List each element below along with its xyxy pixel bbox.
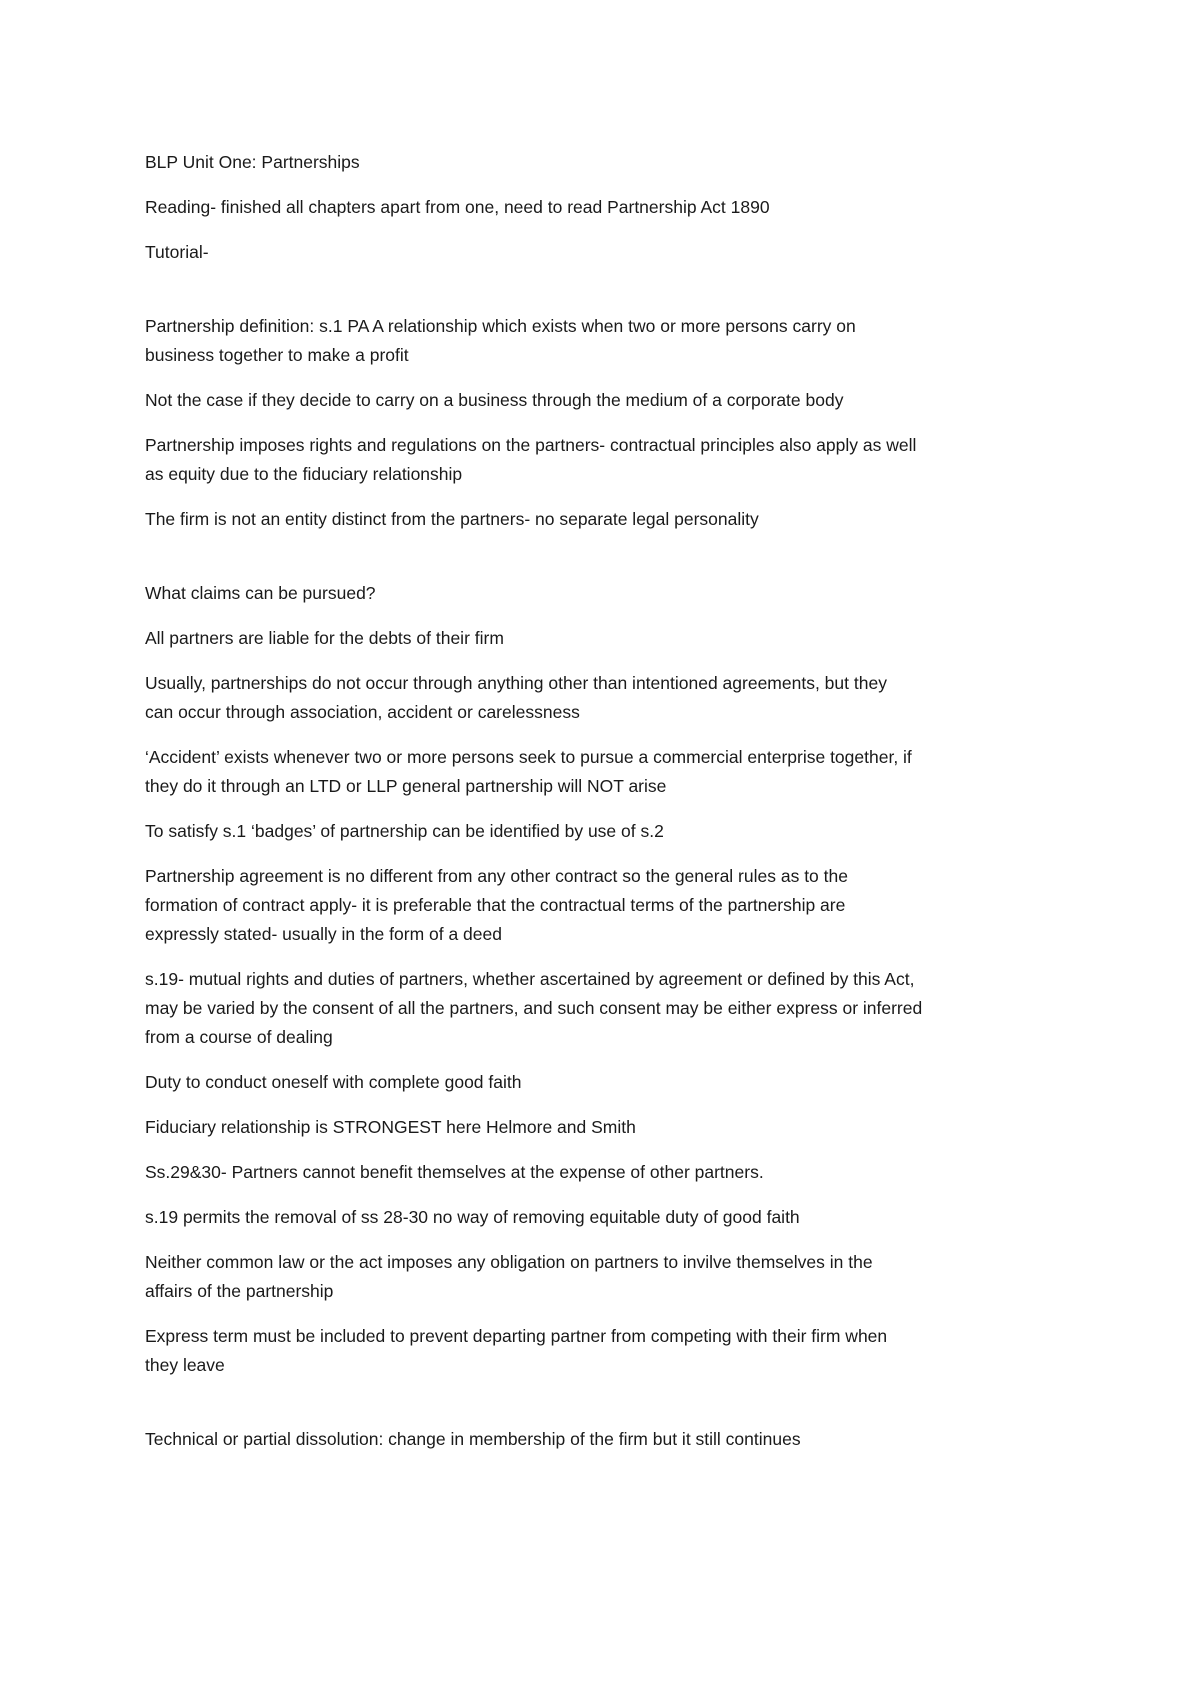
paragraph: All partners are liable for the debts of their firm: [145, 628, 504, 648]
paragraph: Duty to conduct oneself with complete good faith: [145, 1072, 522, 1092]
paragraph: Fiduciary relationship is STRONGEST here Helmore and Smith: [145, 1117, 636, 1137]
paragraph: Not the case if they decide to carry on a business through the medium of a corporate body: [145, 390, 844, 410]
paragraph: Partnership definition: s.1 PA A relationship which exists when two or more persons carry on business together to make a profit: [145, 316, 856, 365]
paragraph: Technical or partial dissolution: change in membership of the firm but it still continues: [145, 1429, 801, 1449]
section-heading: What claims can be pursued?: [145, 583, 376, 603]
paragraph: Neither common law or the act imposes any obligation on partners to invilve themselves in the affairs of the partnership: [145, 1252, 873, 1301]
paragraph: ‘Accident’ exists whenever two or more persons seek to pursue a commercial enterprise together, if they do it through an LTD or LLP general partnership will NOT arise: [145, 747, 912, 796]
paragraph: Partnership imposes rights and regulations on the partners- contractual principles also apply as well as equity due to the fiduciary relationship: [145, 435, 917, 484]
paragraph: To satisfy s.1 ‘badges’ of partnership can be identified by use of s.2: [145, 821, 664, 841]
paragraph: s.19 permits the removal of ss 28-30 no way of removing equitable duty of good faith: [145, 1207, 800, 1227]
document-title: BLP Unit One: Partnerships: [145, 152, 360, 172]
reading-note: Reading- finished all chapters apart from one, need to read Partnership Act 1890: [145, 197, 770, 217]
document-body: [145, 148, 1065, 1454]
tutorial-note: Tutorial-: [145, 242, 209, 262]
paragraph: The firm is not an entity distinct from the partners- no separate legal personality: [145, 509, 759, 529]
paragraph: Partnership agreement is no different from any other contract so the general rules as to the formation of contract apply- it is preferable that the contractual terms of the partnership are expressly stated- usually in the form of a deed: [145, 866, 848, 944]
paragraph: Express term must be included to prevent departing partner from competing with their firm when they leave: [145, 1326, 888, 1375]
paragraph: Ss.29&30- Partners cannot benefit themselves at the expense of other partners.: [145, 1162, 764, 1182]
paragraph: s.19- mutual rights and duties of partners, whether ascertained by agreement or defined by this Act, may be varied by the consent of all the partners, and such consent may be either express or inferred from a course of dealing: [145, 969, 923, 1047]
paragraph: Usually, partnerships do not occur through anything other than intentioned agreements, but they can occur through association, accident or carelessness: [145, 673, 887, 722]
